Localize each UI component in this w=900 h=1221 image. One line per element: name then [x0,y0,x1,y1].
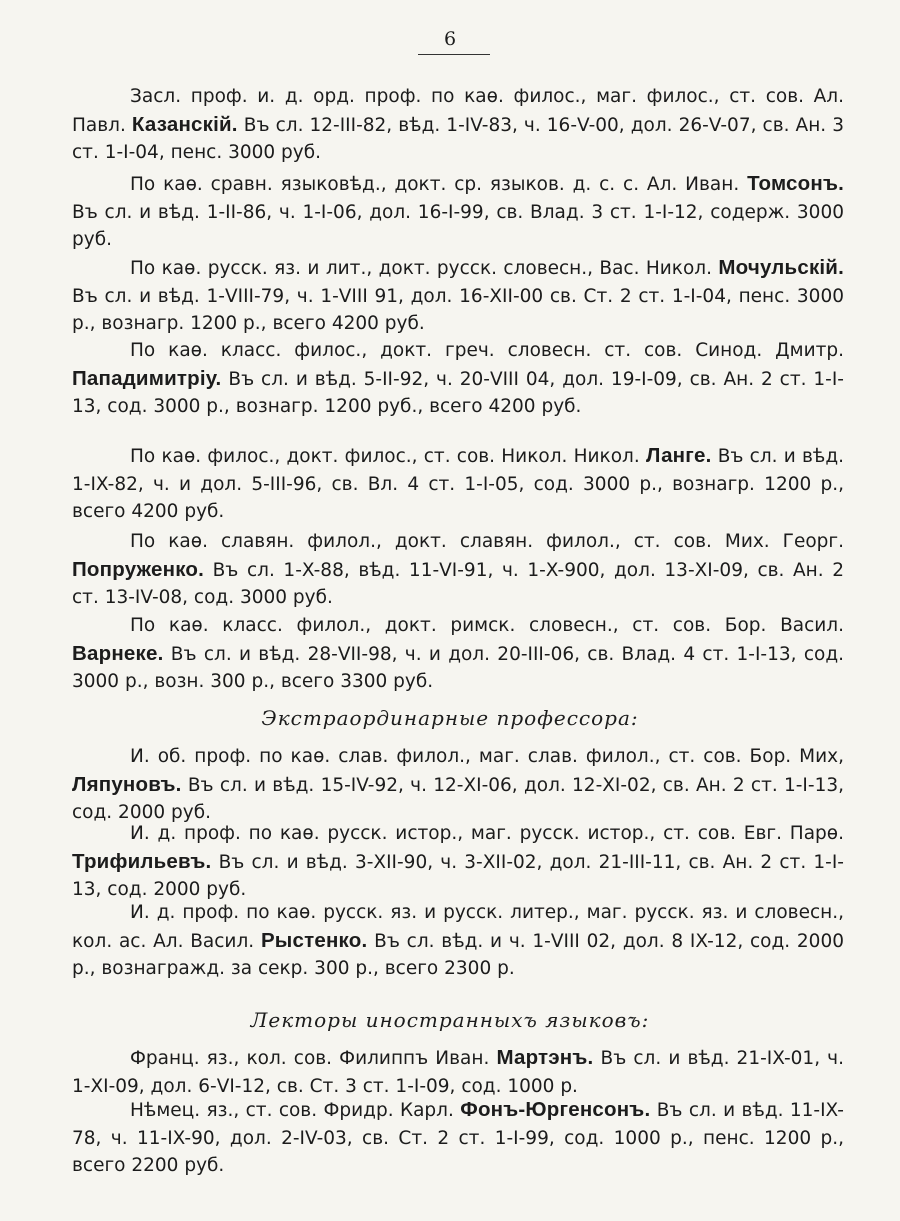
page-number: 6 [443,28,457,50]
entry-text: Въ сл. и вѣд. 1-II-86, ч. 1-I-06, дол. 16-I-99, св. Влад. 3 ст. 1-I-12, содерж. 3000 руб. [72,201,844,251]
entry-text: По каѳ. русск. яз. и лит., докт. русск. словесн., Вас. Никол. [130,258,712,279]
person-name: Варнеке. [72,641,164,665]
entry-text: Въ сл. и вѣд. 21-IX-01, ч. 1-XI-09, дол. 6-VI-12, св. Ст. 3 ст. 1-I-09, сод. 1000 р. [72,1048,844,1097]
entry-text: Франц. яз., кол. сов. Филиппъ Иван. [130,1048,490,1069]
entry-text: По каѳ. сравн. языковѣд., докт. ср. языков. д. с. с. Ал. Иван. [130,174,740,195]
person-name: Ляпуновъ. [72,772,182,796]
entry-mochulsky [72,254,844,338]
entry-lange [72,442,844,526]
entry-text: Въ сл. и вѣд. 28-VII-98, ч. и дол. 20-III-06, св. Влад. 4 ст. 1-I-13, сод. 3000 р., возн. 300 р., всего 3300 руб. [72,643,844,693]
entry-papadimitriu [72,337,844,421]
person-name: Мартэнъ. [496,1046,594,1069]
section-heading-lecturers: Лекторы иностранныхъ языковъ: [250,1008,650,1032]
person-name: Мочульскiй. [718,256,844,279]
entry-text: Нѣмец. яз., ст. сов. Фридр. Карл. [130,1100,454,1121]
entry-text: Въ сл. и вѣд. 1-IX-82, ч. и дол. 5-III-96, св. Вл. 4 ст. 1-I-05, сод. 3000 р., вознагр. 1200 р., всего 4200 руб. [72,446,844,523]
entry-marten [72,1044,844,1100]
entry-text: Въ сл. вѣд. и ч. 1-VIII 02, дол. 8 IX-12, сод. 2000 р., вознагражд. за секр. 300 р., всего 2300 р. [72,930,844,980]
person-name: Томсонъ. [747,172,844,195]
entry-rystenko [72,899,844,983]
entry-text: Въ сл. 12-III-82, вѣд. 1-IV-83, ч. 16-V-00, дол. 26-V-07, св. Ан. 3 ст. 1-I-04, пенс. 3000 руб. [72,114,844,164]
entry-text: По каѳ. филос., докт. филос., ст. сов. Никол. Никол. [130,446,640,467]
entry-text: По каѳ. класс. филол., докт. римск. словесн., ст. сов. Бор. Васил. [130,615,844,636]
person-name: Трифильевъ. [72,849,212,873]
entry-text: Въ сл. и вѣд. 15-IV-92, ч. 12-XI-06, дол. 12-XI-02, св. Ан. 2 ст. 1-I-13, сод. 2000 руб. [72,774,844,824]
entry-kazansky [72,83,844,167]
person-name: Пападимитрiу. [72,366,222,390]
entry-text: Въ сл. и вѣд. 1-VIII-79, ч. 1-VIII 91, дол. 16-XII-00 св. Ст. 2 ст. 1-I-04, пенс. 3000 р., вознагр. 1200 р., всего 4200 руб. [72,285,844,335]
person-name: Попруженко. [72,557,204,581]
entry-fon-yurgenson [72,1096,844,1180]
entry-text: Въ сл. 1-X-88, вѣд. 11-VI-91, ч. 1-X-900, дол. 13-XI-09, св. Ан. 2 ст. 13-IV-08, сод. 3000 руб. [72,559,844,609]
entry-popruzhenko [72,528,844,612]
entry-text: И. об. проф. по каѳ. слав. филол., маг. слав. филол., ст. сов. Бор. Мих, [130,746,844,767]
entry-text: Въ сл. и вѣд. 5-II-92, ч. 20-VIII 04, дол. 19-I-09, св. Ан. 2 ст. 1-I-13, сод. 3000 р., вознагр. 1200 руб., всего 4200 руб. [72,368,844,418]
entry-text: По каѳ. класс. филос., докт. греч. словесн. ст. сов. Синод. Дмитр. [130,340,844,361]
entry-text: И. д. проф. по каѳ. русск. яз. и русск. литер., маг. русск. яз. и словесн., кол. ас. Ал. Васил. [72,902,844,952]
entry-text: И. д. проф. по каѳ. русск. истор., маг. русск. истор., ст. сов. Евг. Парѳ. [130,823,844,844]
person-name: Казанскiй. [131,112,238,136]
entry-varneke [72,612,844,696]
entry-text: По каѳ. славян. филол., докт. славян. филол., ст. сов. Мих. Георг. [130,531,844,552]
entry-text: Въ сл. и вѣд. 3-XII-90, ч. 3-XII-02, дол. 21-III-11, св. Ан. 2 ст. 1-I-13, сод. 2000 руб. [72,851,844,901]
entry-text: Засл. проф. и. д. орд. проф. по каѳ. филос., маг. филос., ст. сов. Ал. Павл. [72,86,844,136]
entry-tomson [72,170,844,254]
entry-lyapunov [72,743,844,827]
person-name: Рыстенко. [260,928,368,952]
person-name: Фонъ-Юргенсонъ. [460,1098,651,1121]
page-number-rule [418,54,490,55]
entry-text: Въ сл. и вѣд. 11-IX-78, ч. 11-IX-90, дол. 2-IV-03, св. Ст. 2 ст. 1-I-99, сод. 1000 р., пенс. 1200 р., всего 2200 руб. [72,1100,844,1177]
person-name: Ланге. [645,444,712,467]
entry-trifilyev [72,820,844,904]
section-heading-extraordinary: Экстраординарные профессора: [261,706,639,730]
